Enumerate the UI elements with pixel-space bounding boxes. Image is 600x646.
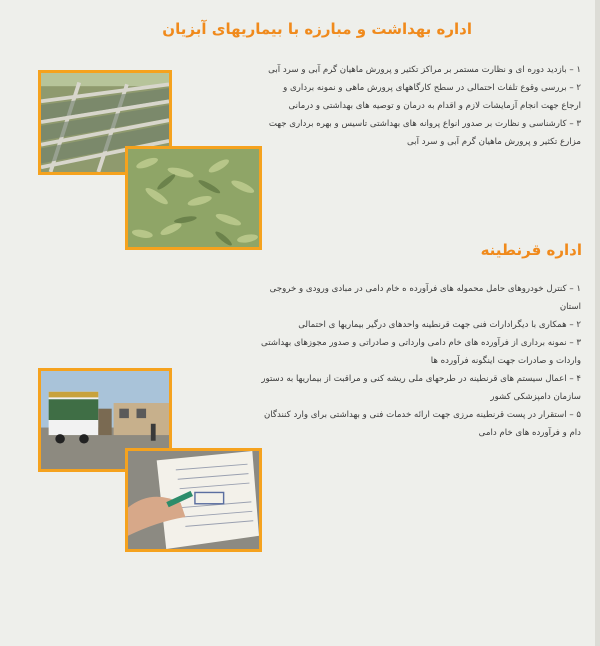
section-title-aquatic-health: اداره بهداشت و مبارزه با بیماریهای آبزیان — [162, 20, 472, 38]
list-item: ۱ – بازدید دوره ای و نظارت مستمر بر مراکز تکثیر و پرورش ماهیان گرم آبی و سرد آبی — [268, 65, 581, 75]
list-item: ۴ – اعمال سیستم های قرنطینه در طرحهای ملی ریشه کنی و مراقبت از بیماریها به دستور سازمان دامپزشکی کشور — [261, 374, 581, 402]
list-item: ۵ – استقرار در پست قرنطینه مرزی جهت ارائه خدمات فنی و بهداشتی برای وارد کنندگان دام و فرآورده های خام دامی — [263, 410, 581, 438]
list-item: ۲ – بررسی وقوع تلفات احتمالی در سطح کارگاههای پرورش ماهی و نمونه برداری و ارجاع جهت انجام آزمایشات لازم و اقدام به درمان و توصیه های بهداشتی و درمانی — [283, 83, 581, 111]
list-item: ۳ – نمونه برداری از فرآورده های خام دامی وارداتی و صادراتی و صدور مجوزهای بهداشتی واردات و صادرات جهت اینگونه فرآورده ها — [261, 338, 581, 366]
list-item: ۲ – همکاری با دیگرادارات فنی جهت قرنطینه واحدهای درگیر بیماریها ی احتمالی — [298, 320, 581, 330]
section-title-quarantine: اداره قرنطینه — [480, 241, 582, 259]
section-quarantine-list — [257, 280, 581, 442]
section-aquatic-health-list — [263, 61, 581, 151]
inspection-documents-photo — [125, 448, 262, 552]
list-item: ۱ – کنترل خودروهای حامل محموله های فرآورده ه خام دامی در مبادی ورودی و خروجی استان — [269, 284, 581, 312]
page-edge — [595, 0, 600, 646]
fish-closeup-photo — [125, 146, 262, 250]
list-item: ۳ – کارشناسی و نظارت بر صدور انواع پروانه های بهداشتی تاسیس و بهره برداری جهت مزارع تکثیر و پرورش ماهیان گرم آبی و سرد آبی — [268, 119, 581, 147]
